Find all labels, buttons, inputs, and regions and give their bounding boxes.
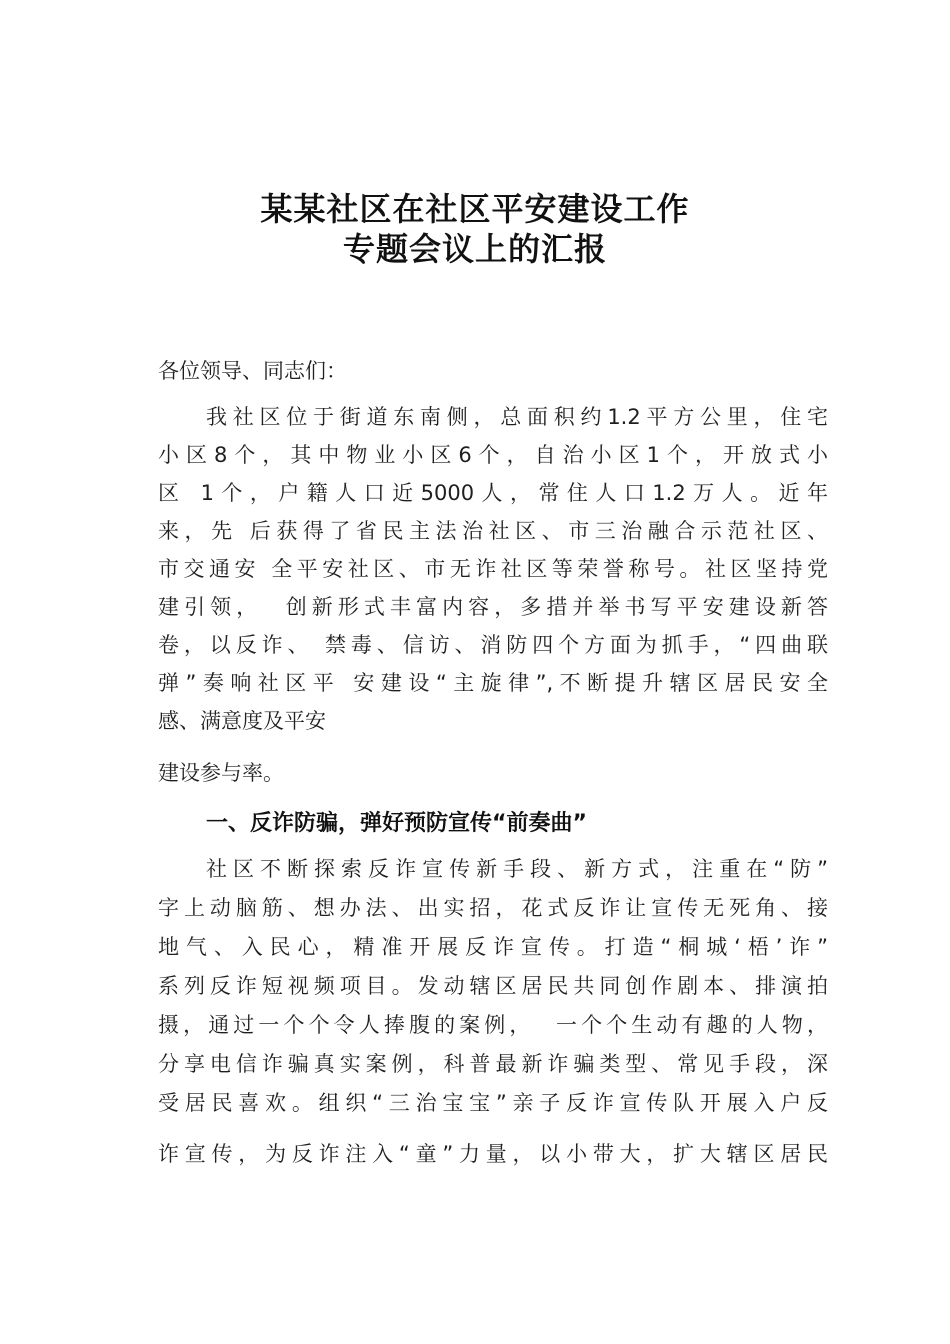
section-1-heading: 一、反诈防骗，弹好预防宣传“前奏曲” (206, 811, 587, 836)
paragraph-1-line: 弹”奏响社区平 安建设“主旋律”,不断提升辖区居民安全 (158, 671, 828, 695)
paragraph-1-line: 市交通安 全平安社区、市无诈社区等荣誉称号。社区坚持党 (158, 557, 828, 581)
paragraph-1-tail: 建设参与率。 (158, 761, 284, 785)
paragraph-2-line: 字上动脑筋、想办法、出实招，花式反诈让宣传无死角、接 (158, 896, 828, 920)
paragraph-2-line: 受居民喜欢。组织“三治宝宝”亲子反诈宣传队开展入户反 (158, 1091, 828, 1115)
document-title-line-1: 某某社区在社区平安建设工作 (260, 190, 690, 228)
paragraph-2-line: 分享电信诈骗真实案例，科普最新诈骗类型、常见手段，深 (158, 1052, 828, 1076)
paragraph-1-line: 小区8个，其中物业小区6个，自治小区1个，开放式小 (158, 443, 828, 467)
paragraph-1-line: 来，先 后获得了省民主法治社区、市三治融合示范社区、 (158, 519, 828, 543)
paragraph-1-line: 建引领， 创新形式丰富内容，多措并举书写平安建设新答 (158, 595, 828, 619)
paragraph-2-line: 摄，通过一个个令人捧腹的案例， 一个个生动有趣的人物， (158, 1013, 828, 1037)
paragraph-1-line: 区 1个，户籍人口近5000人，常住人口1.2万人。近年 (158, 481, 828, 505)
paragraph-2-line: 诈宣传，为反诈注入“童”力量，以小带大，扩大辖区居民 (158, 1142, 828, 1166)
paragraph-1-line: 感、满意度及平安 (158, 709, 326, 733)
paragraph-2-line: 社区不断探索反诈宣传新手段、新方式，注重在“防” (206, 857, 828, 881)
paragraph-2-line: 地气、入民心，精准开展反诈宣传。打造“桐城‘梧’诈” (158, 935, 828, 959)
paragraph-1-line: 我社区位于街道东南侧，总面积约1.2平方公里，住宅 (206, 405, 828, 429)
paragraph-2-line: 系列反诈短视频项目。发动辖区居民共同创作剧本、排演拍 (158, 974, 828, 998)
paragraph-1-line: 卷，以反诈、 禁毒、信访、消防四个方面为抓手，“四曲联 (158, 633, 828, 657)
salutation: 各位领导、同志们： (158, 359, 347, 383)
document-title-line-2: 专题会议上的汇报 (342, 230, 607, 268)
